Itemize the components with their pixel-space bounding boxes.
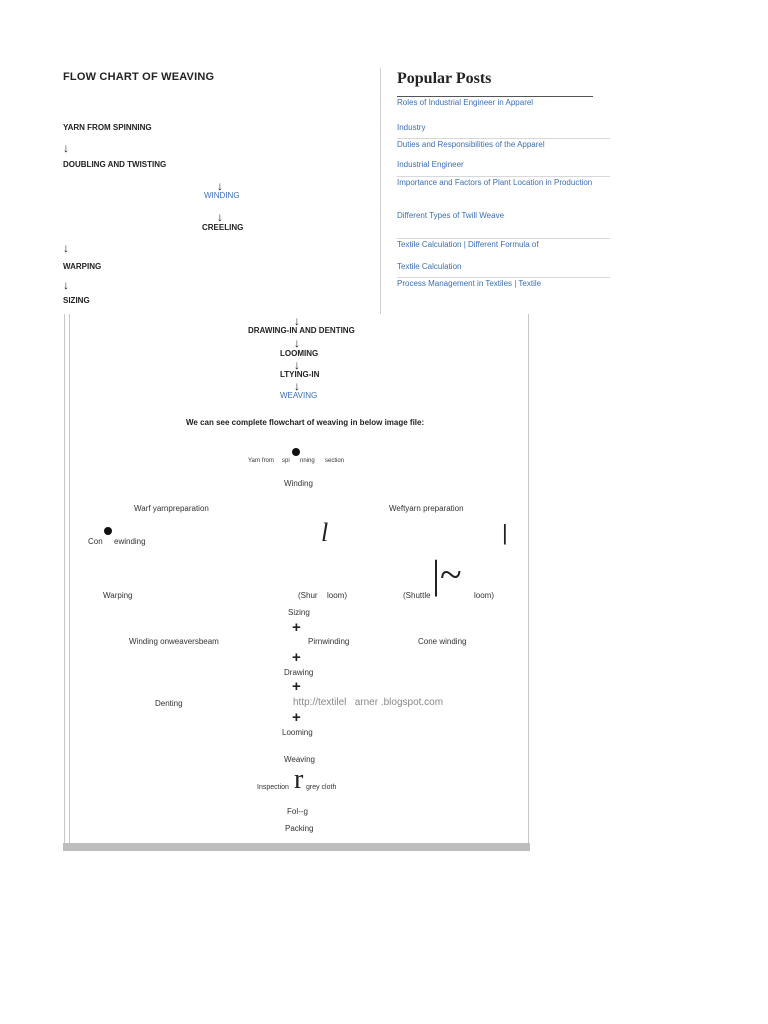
plus-icon: +	[292, 678, 301, 695]
img-warp-prep: Warf yarnpreparation	[134, 504, 209, 513]
page-title: FLOW CHART OF WEAVING	[63, 71, 215, 83]
step-yarn-from-spinning: YARN FROM SPINNING	[63, 123, 152, 132]
plus-icon: +	[292, 709, 301, 726]
step-creeling: CREELING	[202, 223, 244, 232]
popular-post-4-title[interactable]: Different Types of Twill Weave	[397, 211, 505, 220]
frame-bottom-bar	[63, 843, 530, 851]
img-shuttle: (Shuttle	[403, 591, 431, 600]
popular-post-2-line1[interactable]: Duties and Responsibilities of the Apparel	[397, 140, 545, 149]
post-divider	[397, 138, 610, 139]
down-arrow-icon: ↓	[294, 358, 300, 372]
step-tying-in: LTYING-IN	[280, 370, 320, 379]
post-divider	[397, 238, 610, 239]
popular-post-1-line2[interactable]: Industry	[397, 123, 426, 132]
step-drawing-in: DRAWING-IN AND DENTING	[248, 326, 355, 335]
img-con: Con	[88, 537, 103, 546]
down-arrow-icon: ↓	[217, 179, 223, 193]
popular-post-5-line2[interactable]: Textile Calculation	[397, 262, 462, 271]
frame-left-inner-border	[69, 314, 70, 844]
img-warping: Warping	[103, 591, 133, 600]
img-ewinding: ewinding	[114, 537, 146, 546]
img-looming: Looming	[282, 728, 313, 737]
img-sizing: Sizing	[288, 608, 310, 617]
step-doubling-twisting: DOUBLING AND TWISTING	[63, 160, 167, 169]
frame-right-border	[528, 314, 529, 844]
img-glyph-bar: |	[502, 520, 508, 545]
post-divider	[397, 176, 610, 177]
popular-post-1-line1[interactable]: Roles of Industrial Engineer in Apparel	[397, 98, 534, 107]
img-section: section	[325, 458, 345, 464]
img-packing: Packing	[285, 824, 314, 833]
img-weaving: Weaving	[284, 755, 315, 764]
step-weaving-link[interactable]: WEAVING	[280, 391, 318, 400]
frame-left-border	[64, 314, 65, 844]
post-divider	[397, 277, 610, 278]
img-drawing: Drawing	[284, 668, 314, 677]
img-inspection: Inspection	[257, 784, 289, 791]
step-looming: LOOMING	[280, 349, 319, 358]
step-warping: WARPING	[63, 262, 102, 271]
img-denting: Denting	[155, 699, 183, 708]
down-arrow-icon: ↓	[63, 141, 69, 155]
heading-underline	[397, 96, 593, 97]
sidebar-separator	[380, 68, 381, 314]
img-pirn-winding: Pirnwinding	[308, 637, 350, 646]
image-intro-text: We can see complete flowchart of weaving in below image file:	[186, 418, 425, 427]
img-glyph-l: l	[321, 518, 329, 547]
img-glyph-r: r	[294, 764, 304, 795]
bullet-dot-icon	[292, 448, 300, 456]
down-arrow-icon: ↓	[294, 314, 300, 328]
plus-icon: +	[292, 649, 301, 666]
img-weft-prep: Weftyarn preparation	[389, 504, 464, 513]
img-grey-cloth: grey cloth	[306, 784, 337, 791]
step-sizing: SIZING	[63, 296, 90, 305]
img-shuttleless: (Shur	[298, 591, 318, 600]
popular-post-5-line1[interactable]: Textile Calculation | Different Formula of	[397, 240, 539, 249]
img-nning: nning	[300, 458, 315, 464]
popular-post-3-line1[interactable]: Importance and Factors of Plant Location in Production	[397, 178, 593, 187]
img-cone-winding: Cone winding	[418, 637, 467, 646]
img-yarn-from: Yarn from	[248, 458, 274, 464]
plus-icon: +	[292, 619, 301, 636]
img-winding-weavers-beam: Winding onweaversbeam	[129, 637, 219, 646]
step-winding-link[interactable]: WINDING	[204, 191, 240, 200]
popular-post-6-line1[interactable]: Process Management in Textiles | Textile	[397, 279, 542, 288]
down-arrow-icon: ↓	[294, 379, 300, 393]
popular-posts-heading: Popular Posts	[397, 70, 492, 87]
img-loom-left: loom)	[327, 591, 348, 600]
img-loom-right: loom)	[474, 591, 495, 600]
down-arrow-icon: ↓	[217, 210, 223, 224]
popular-post-2-line2[interactable]: Industrial Engineer	[397, 160, 464, 169]
down-arrow-icon: ↓	[63, 278, 69, 292]
img-watermark: http://textilel arner .blogspot.com	[293, 697, 444, 708]
bullet-dot-icon	[104, 527, 112, 535]
down-arrow-icon: ↓	[63, 241, 69, 255]
img-folding: Fol--g	[287, 807, 308, 816]
img-glyph-tilde: |~	[432, 552, 462, 597]
down-arrow-icon: ↓	[294, 336, 300, 350]
img-winding: Winding	[284, 479, 313, 488]
img-spi: spi	[282, 458, 290, 464]
